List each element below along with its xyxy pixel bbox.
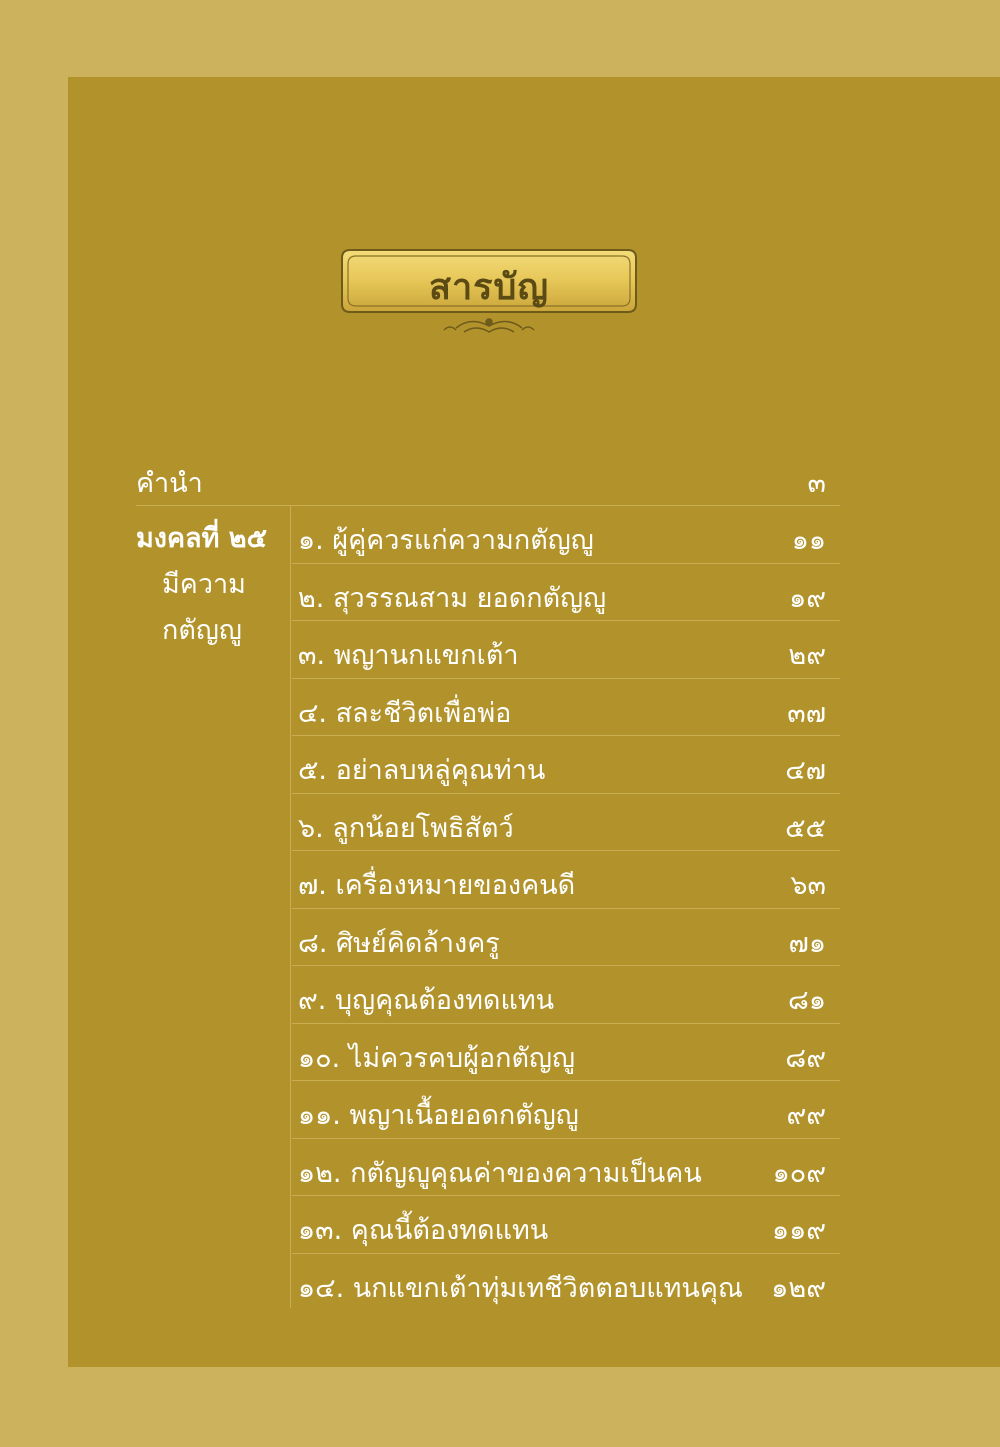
intro-page-number: ๓ [807,468,826,499]
toc-row[interactable] [292,909,840,967]
toc-entry-title: ๑๒. กตัญญูคุณค่าของความเป็นคน [298,1157,702,1189]
section-label-line1: มงคลที่ ๒๕ [136,523,268,554]
toc-entry-page: ๘๙ [785,1042,826,1074]
toc-entry-page: ๒๙ [788,640,826,671]
toc-row[interactable] [292,564,840,622]
toc-entry-title: ๔. สละชีวิตเพื่อพ่อ [298,697,512,729]
column-divider [290,506,291,1308]
toc-entry-title: ๕. อย่าลบหลู่คุณท่าน [298,755,546,786]
toc-entry-page: ๓๗ [787,697,826,729]
toc-row[interactable] [292,794,840,852]
section-label [136,516,286,654]
toc-entry-page: ๑๒๙ [771,1272,826,1304]
toc-row[interactable] [292,851,840,909]
toc-entry-page: ๑๐๙ [772,1157,826,1189]
section-label-line3: กตัญญู [162,615,242,646]
toc-row[interactable] [292,679,840,737]
toc-entry-title: ๙. บุญคุณต้องทดแทน [298,985,555,1016]
toc-entry-page: ๑๑ [791,525,826,556]
intro-label: คำนำ [136,468,203,499]
toc-entry-title: ๑๔. นกแขกเต้าทุ่มเทชีวิตตอบแทนคุณ [298,1272,743,1304]
toc-entry-title: ๓. พญานกแขกเต้า [298,640,519,671]
toc-entry-page: ๗๑ [788,927,826,959]
toc-row[interactable] [292,966,840,1024]
toc-entry-page: ๖๓ [790,870,826,901]
toc-entry-title: ๑๐. ไม่ควรคบผู้อกตัญญู [298,1042,576,1074]
intro-row[interactable] [136,455,840,506]
toc-entry-page: ๔๗ [785,755,826,786]
toc-entry-title: ๖. ลูกน้อยโพธิสัตว์ [298,812,514,844]
toc-entry-title: ๗. เครื่องหมายของคนดี [298,870,576,901]
toc-entry-page: ๑๑๙ [771,1215,826,1246]
toc-entry-page: ๑๙ [789,582,826,614]
toc-row[interactable] [292,506,840,564]
toc-entry-page: ๙๙ [786,1100,826,1131]
toc-row[interactable] [292,621,840,679]
toc-entry-title: ๒. สุวรรณสาม ยอดกตัญญู [298,582,607,614]
toc-entry-title: ๑. ผู้คู่ควรแก่ความกตัญญู [298,525,594,556]
title-plaque [336,244,642,342]
toc-list [292,506,840,1311]
toc-entry-page: ๕๕ [785,812,826,844]
toc-row[interactable] [292,1196,840,1254]
toc-row[interactable] [292,1139,840,1197]
toc-row[interactable] [292,1254,840,1312]
toc-entry-page: ๘๑ [788,985,826,1016]
toc-row[interactable] [292,736,840,794]
page-title: สารบัญ [428,267,550,308]
ornament-icon [444,319,534,332]
toc-entry-title: ๑๓. คุณนี้ต้องทดแทน [298,1215,549,1246]
toc-entry-title: ๘. ศิษย์คิดล้างครู [298,927,500,959]
section-label-line2: มีความ [162,569,246,600]
toc-row[interactable] [292,1024,840,1082]
toc-entry-title: ๑๑. พญาเนื้อยอดกตัญญู [298,1100,579,1131]
toc-row[interactable] [292,1081,840,1139]
